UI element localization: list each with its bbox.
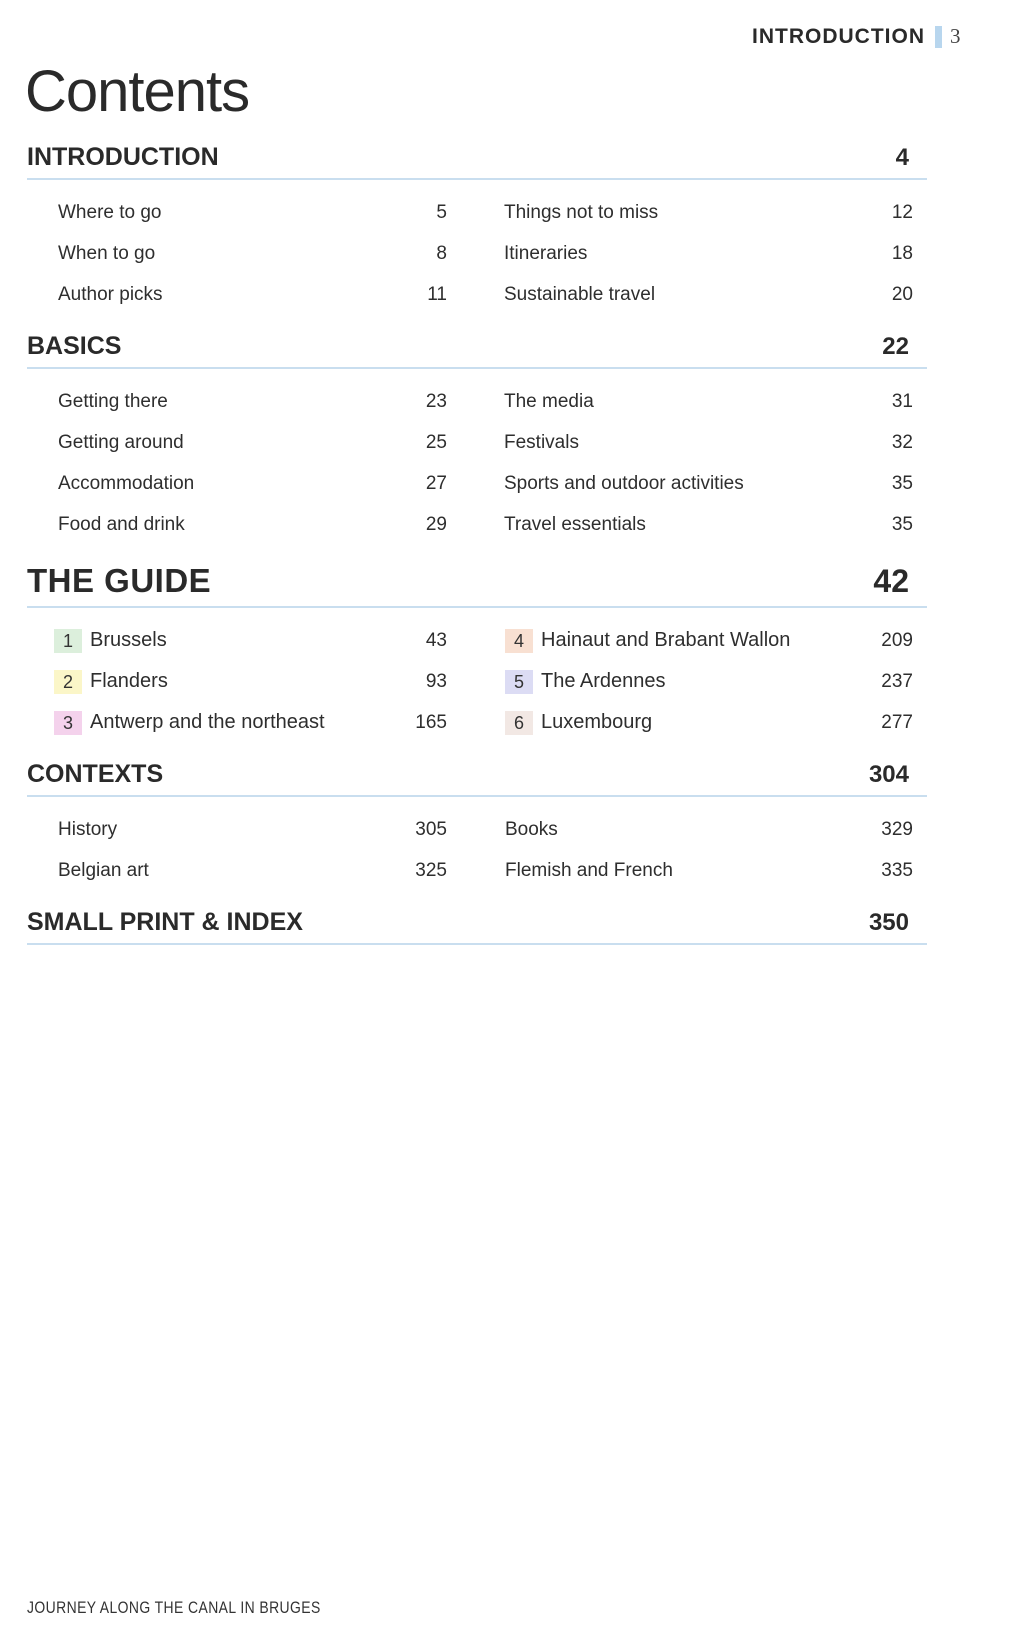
toc-entry-label: Books: [505, 818, 558, 840]
section-title: BASICS: [27, 332, 122, 360]
toc-column-right: [447, 381, 927, 545]
section-header[interactable]: [27, 332, 927, 369]
section-header[interactable]: [27, 143, 927, 180]
chapter-title: Luxembourg: [541, 711, 653, 733]
chapter-title: Antwerp and the northeast: [90, 711, 325, 733]
section-page: 4: [895, 144, 909, 171]
toc-entry-page: 20: [891, 283, 913, 305]
toc-column-left: [27, 809, 447, 891]
toc-entry-page: 32: [891, 431, 913, 453]
chapter-page: 209: [881, 629, 913, 651]
chapter-page: 237: [881, 670, 913, 692]
section-small-print: [27, 908, 927, 945]
section-contexts: [27, 760, 927, 891]
chapter-entry[interactable]: [54, 661, 447, 702]
toc-entry-label: Where to go: [58, 201, 162, 223]
page-number: 3: [950, 24, 961, 48]
section-title: CONTEXTS: [27, 760, 164, 788]
chapter-entry[interactable]: [54, 620, 447, 661]
toc-entry-page: 11: [427, 283, 447, 305]
toc-entry-label: Itineraries: [504, 242, 588, 264]
toc-entry[interactable]: [504, 233, 927, 274]
toc-entry-page: 35: [891, 513, 913, 535]
toc-entry-label: Getting around: [58, 431, 184, 453]
section-header[interactable]: [27, 562, 927, 608]
toc-entry-label: Getting there: [58, 390, 168, 412]
toc-entry-label: Festivals: [504, 431, 579, 453]
toc-column-left: [27, 620, 447, 743]
running-head-bar: [935, 26, 942, 48]
running-head-label: INTRODUCTION: [752, 24, 925, 48]
toc-entry[interactable]: [504, 463, 927, 504]
section-introduction: [27, 143, 927, 315]
toc-entry-label: Accommodation: [58, 472, 195, 494]
toc-entry[interactable]: [505, 809, 927, 850]
toc-entry[interactable]: [58, 422, 447, 463]
toc-column-right: [447, 192, 927, 315]
section-header[interactable]: [27, 908, 927, 945]
chapter-number-badge: 4: [505, 629, 533, 653]
toc-entry[interactable]: [504, 381, 927, 422]
toc-entry-label: When to go: [58, 242, 156, 264]
chapter-page: 43: [425, 629, 447, 651]
toc-entry[interactable]: [58, 850, 447, 891]
toc-entry[interactable]: [58, 274, 447, 315]
section-page: 350: [868, 909, 909, 936]
section-title: SMALL PRINT & INDEX: [27, 908, 303, 936]
chapter-number-badge: 5: [505, 670, 533, 694]
toc-entry-label: Food and drink: [58, 513, 185, 535]
toc-entry[interactable]: [505, 850, 927, 891]
photo-caption: JOURNEY ALONG THE CANAL IN BRUGES: [27, 1598, 321, 1617]
toc-entry-page: 23: [425, 390, 447, 412]
toc-entry-label: Things not to miss: [504, 201, 659, 223]
toc-entry-label: Sports and outdoor activities: [504, 472, 744, 494]
toc-entry-page: 25: [425, 431, 447, 453]
toc-entry-page: 27: [425, 472, 447, 494]
section-title: INTRODUCTION: [27, 143, 219, 171]
toc-entry-page: 18: [891, 242, 913, 264]
page-title: Contents: [25, 59, 250, 124]
toc-entry[interactable]: [58, 233, 447, 274]
toc-entry-label: Flemish and French: [505, 859, 673, 881]
toc-entry[interactable]: [504, 422, 927, 463]
section-basics: [27, 332, 927, 545]
toc-entry[interactable]: [58, 809, 447, 850]
toc-entry-page: 29: [425, 513, 447, 535]
toc-entry-label: History: [58, 818, 118, 840]
toc-entry[interactable]: [58, 381, 447, 422]
running-head: [752, 24, 961, 49]
toc-entry[interactable]: [58, 192, 447, 233]
toc-entry-label: The media: [504, 390, 594, 412]
chapter-title: Hainaut and Brabant Wallon: [541, 629, 791, 651]
toc-entry-page: 335: [881, 859, 913, 881]
toc-column-left: [27, 381, 447, 545]
toc-column-left: [27, 192, 447, 315]
chapter-title: Brussels: [90, 629, 167, 651]
toc-column-right: [447, 809, 927, 891]
chapter-title: Flanders: [90, 670, 168, 692]
toc-entry[interactable]: [58, 504, 447, 545]
chapter-entry[interactable]: [54, 702, 447, 743]
toc-entry-page: 5: [436, 201, 447, 223]
toc-entry-page: 12: [891, 201, 913, 223]
toc-entry-label: Travel essentials: [504, 513, 646, 535]
toc-entry-label: Belgian art: [58, 859, 149, 881]
chapter-page: 93: [425, 670, 447, 692]
toc-entry-page: 329: [881, 818, 913, 840]
toc-entry[interactable]: [504, 274, 927, 315]
toc-entry-page: 325: [415, 859, 447, 881]
toc-entry-page: 305: [415, 818, 447, 840]
chapter-page: 165: [415, 711, 447, 733]
toc-entry-page: 35: [891, 472, 913, 494]
chapter-entry[interactable]: [505, 661, 927, 702]
toc-entry-page: 31: [891, 390, 913, 412]
chapter-number-badge: 2: [54, 670, 82, 694]
toc-entry[interactable]: [58, 463, 447, 504]
toc-column-right: [447, 620, 927, 743]
chapter-entry[interactable]: [505, 702, 927, 743]
section-title: THE GUIDE: [27, 562, 212, 599]
toc-entry-label: Author picks: [58, 283, 163, 305]
chapter-entry[interactable]: [505, 620, 927, 661]
chapter-number-badge: 6: [505, 711, 533, 735]
chapter-number-badge: 1: [54, 629, 82, 653]
chapter-number-badge: 3: [54, 711, 82, 735]
toc-entry-page: 8: [436, 242, 447, 264]
section-header[interactable]: [27, 760, 927, 797]
section-page: 22: [882, 333, 909, 360]
toc-entry[interactable]: [504, 504, 927, 545]
section-page: 42: [873, 563, 909, 599]
chapter-title: The Ardennes: [541, 670, 666, 692]
toc-entry[interactable]: [504, 192, 927, 233]
section-page: 304: [868, 761, 909, 788]
section-guide: [27, 562, 927, 743]
chapter-page: 277: [881, 711, 913, 733]
toc-entry-label: Sustainable travel: [504, 283, 656, 305]
